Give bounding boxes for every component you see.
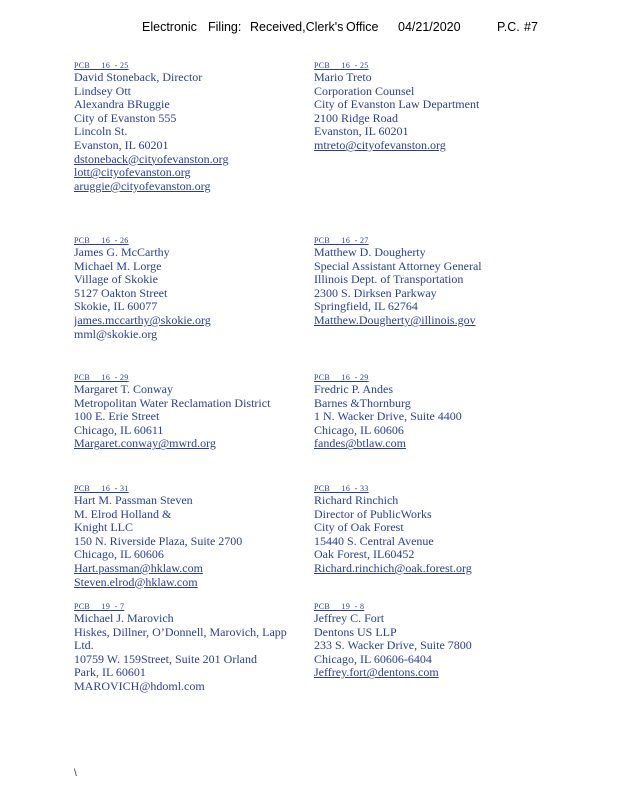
header-received: Received,Clerk's <box>250 20 344 34</box>
address-line: Lincoln St. <box>74 124 128 139</box>
service-block <box>74 601 304 694</box>
footer-mark: \ <box>74 768 77 779</box>
pcb-case-number: PCB 16 - 29 <box>74 373 129 382</box>
header-pc-number: #7 <box>524 20 538 34</box>
email-link[interactable]: fandes@btlaw.com <box>314 436 406 451</box>
header-date: 04/21/2020 <box>398 20 461 34</box>
address-line: Mario Treto <box>314 70 372 84</box>
address-line: Barnes &Thornburg <box>314 395 411 410</box>
address-line: 233 S. Wacker Drive, Suite 7800 <box>314 638 472 653</box>
service-block <box>74 483 304 589</box>
address-line: Knight LLC <box>74 520 133 535</box>
address-line: Margaret T. Conway <box>74 382 173 396</box>
address-line: Ltd. <box>74 638 94 653</box>
address-line: Village of Skokie <box>74 272 158 287</box>
address-line: Evanston, IL 60201 <box>314 124 409 139</box>
address-line: Park, IL 60601 <box>74 665 146 680</box>
address-line: Metropolitan Water Reclamation District <box>74 395 271 410</box>
address-line: Fredric P. Andes <box>314 382 393 396</box>
pcb-case-number: PCB 16 - 26 <box>74 236 129 245</box>
email-link[interactable]: Hart.passman@hklaw.com <box>74 560 203 575</box>
address-line: Special Assistant Attorney General <box>314 258 482 273</box>
service-block <box>74 235 304 341</box>
filing-header <box>0 20 618 36</box>
address-line: MAROVICH@hdoml.com <box>74 678 205 693</box>
email-link[interactable]: Richard.rinchich@oak.forest.org <box>314 560 472 575</box>
address-line: Springfield, IL 62764 <box>314 299 418 314</box>
address-line: City of Oak Forest <box>314 520 404 535</box>
address-line: Michael M. Lorge <box>74 258 162 273</box>
address-line: Evanston, IL 60201 <box>74 137 169 152</box>
email-link[interactable]: aruggie@cityofevanston.org <box>74 178 211 193</box>
address-line: Skokie, IL 60077 <box>74 299 158 314</box>
header-pc: P.C. <box>497 20 520 34</box>
address-line: City of Evanston 555 <box>74 110 177 125</box>
pcb-case-number: PCB 16 - 25 <box>74 61 129 70</box>
address-line: Lindsey Ott <box>74 83 131 98</box>
service-block <box>314 235 544 328</box>
email-link[interactable]: Margaret.conway@mwrd.org <box>74 436 216 451</box>
address-line: 10759 W. 159Street, Suite 201 Orland <box>74 651 257 666</box>
email-link[interactable]: dstoneback@cityofevanston.org <box>74 151 229 166</box>
service-block <box>314 483 544 576</box>
address-line: 150 N. Riverside Plaza, Suite 2700 <box>74 533 243 548</box>
email-link[interactable]: Matthew.Dougherty@illinois.gov <box>314 312 476 327</box>
header-office: Office <box>346 20 379 34</box>
address-line: 15440 S. Central Avenue <box>314 533 434 548</box>
address-line: Chicago, IL 60606 <box>74 547 164 562</box>
address-line: Michael J. Marovich <box>74 611 174 625</box>
pcb-case-number: PCB 16 - 31 <box>74 484 129 493</box>
address-line: 5127 Oakton Street <box>74 285 168 300</box>
address-line: Chicago, IL 60611 <box>74 422 164 437</box>
address-line: Chicago, IL 60606 <box>314 422 404 437</box>
address-line: Hart M. Passman Steven <box>74 493 193 507</box>
address-line: City of Evanston Law Department <box>314 97 480 112</box>
pcb-case-number: PCB 16 - 29 <box>314 373 369 382</box>
address-line: Chicago, IL 60606-6404 <box>314 651 432 666</box>
address-line: Director of PublicWorks <box>314 506 432 521</box>
pcb-case-number: PCB 16 - 25 <box>314 61 369 70</box>
service-block <box>74 60 304 193</box>
pcb-case-number: PCB 16 - 27 <box>314 236 369 245</box>
address-line: 100 E. Erie Street <box>74 409 160 424</box>
header-electronic: Electronic <box>142 20 197 34</box>
pcb-case-number: PCB 19 - 7 <box>74 602 125 611</box>
address-line: Oak Forest, IL60452 <box>314 547 415 562</box>
address-line: mml@skokie.org <box>74 326 158 341</box>
address-line: Hiskes, Dillner, O’Donnell, Marovich, Lapp <box>74 624 287 639</box>
address-line: Illinois Dept. of Transportation <box>314 272 464 287</box>
address-line: Dentons US LLP <box>314 624 397 639</box>
pcb-case-number: PCB 19 - 8 <box>314 602 365 611</box>
service-block <box>74 372 304 451</box>
address-line: Jeffrey C. Fort <box>314 611 385 625</box>
email-link[interactable]: lott@cityofevanston.org <box>74 165 191 180</box>
pcb-case-number: PCB 16 - 33 <box>314 484 369 493</box>
header-filing: Filing: <box>208 20 242 34</box>
address-line: David Stoneback, Director <box>74 70 203 84</box>
email-link[interactable]: Jeffrey.fort@dentons.com <box>314 665 439 680</box>
address-line: 1 N. Wacker Drive, Suite 4400 <box>314 409 462 424</box>
address-line: 2100 Ridge Road <box>314 110 398 125</box>
email-link[interactable]: Steven.elrod@hklaw.com <box>74 574 198 589</box>
address-line: M. Elrod Holland & <box>74 506 172 521</box>
address-line: 2300 S. Dirksen Parkway <box>314 285 437 300</box>
service-block <box>314 60 544 153</box>
service-block <box>314 601 544 680</box>
address-line: Matthew D. Dougherty <box>314 245 426 259</box>
email-link[interactable]: mtreto@cityofevanston.org <box>314 137 446 152</box>
service-block <box>314 372 544 451</box>
address-line: Alexandra BRuggie <box>74 97 170 112</box>
address-line: Richard Rinchich <box>314 493 399 507</box>
address-line: Corporation Counsel <box>314 83 415 98</box>
email-link[interactable]: james.mccarthy@skokie.org <box>74 312 211 327</box>
address-line: James G. McCarthy <box>74 245 170 259</box>
